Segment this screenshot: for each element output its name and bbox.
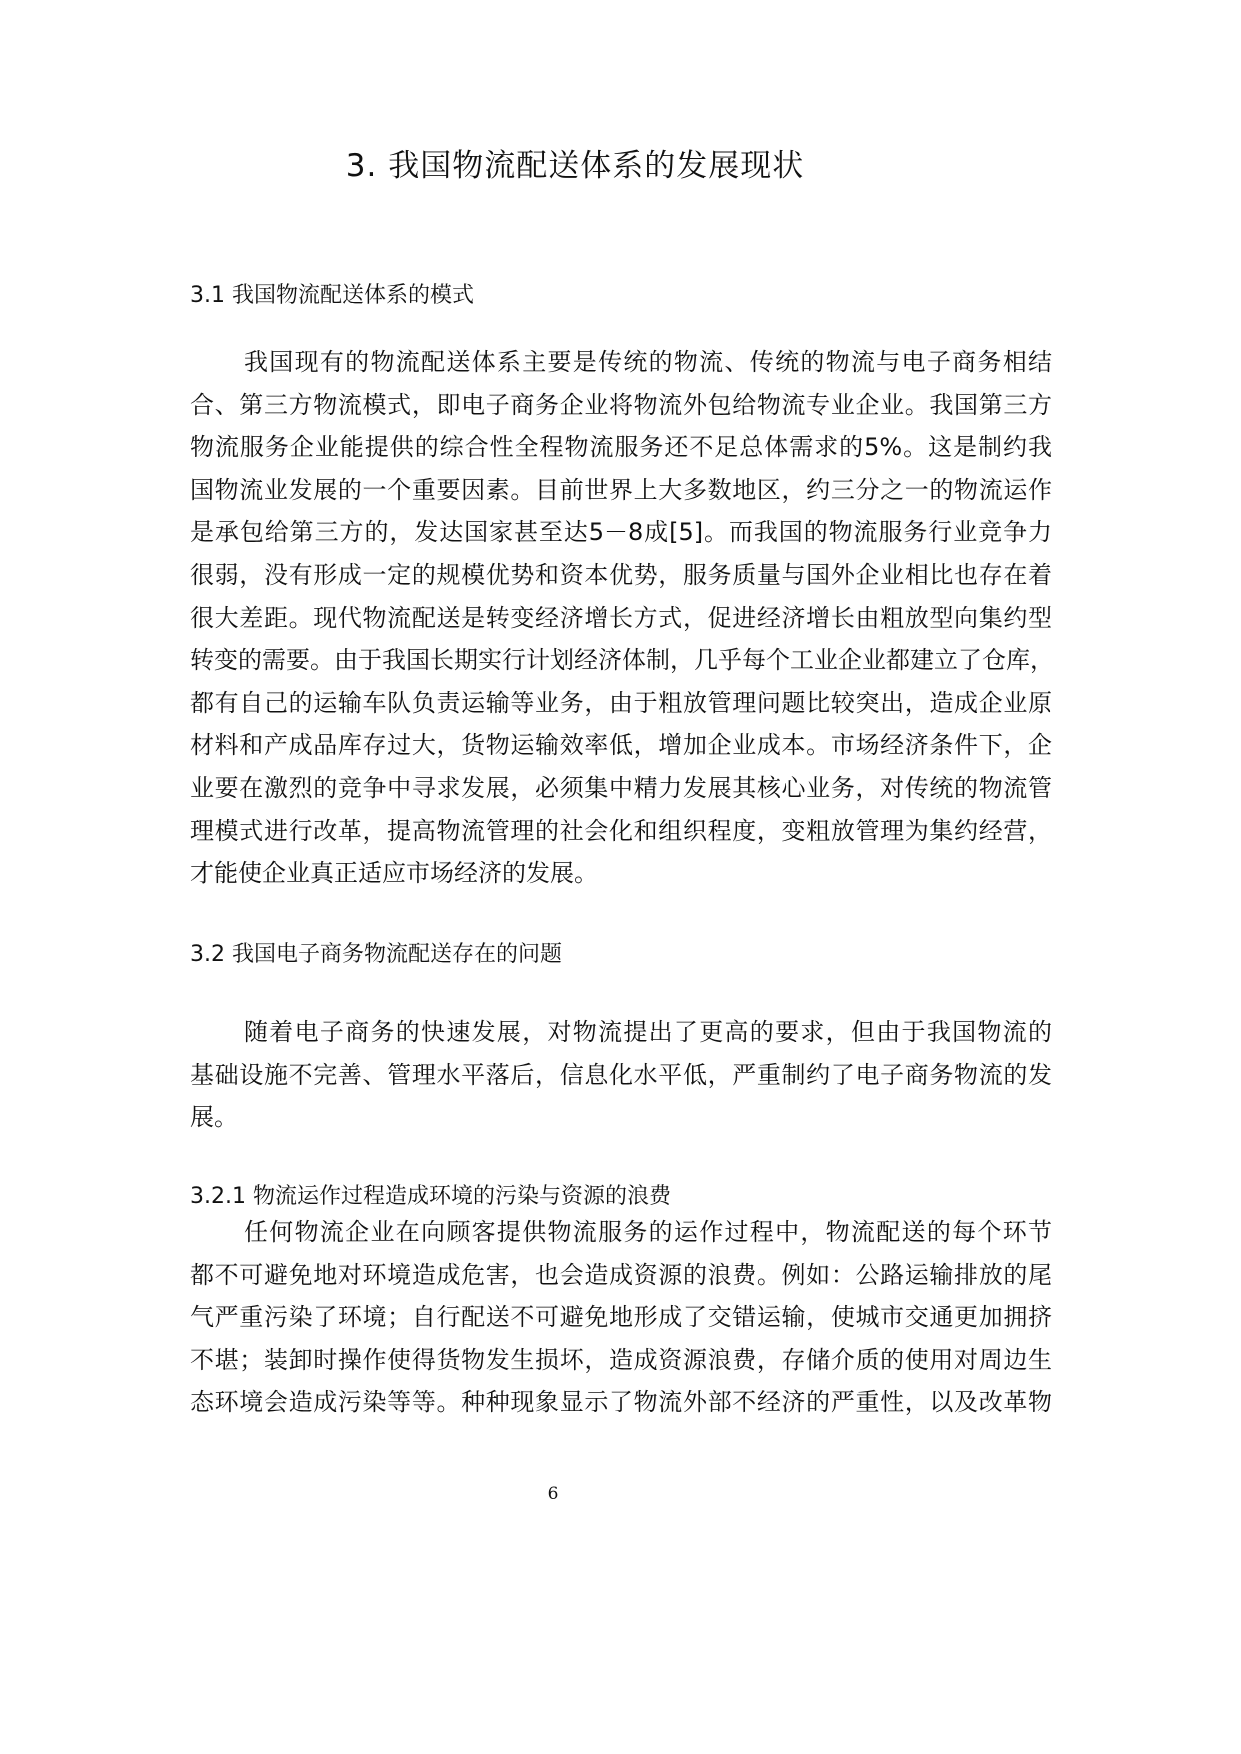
paragraph-line: 很大差距。现代物流配送是转变经济增长方式，促进经济增长由粗放型向集约型 (190, 603, 1052, 632)
section-3-1-body (190, 341, 1052, 895)
paragraph-line: 态环境会造成污染等等。种种现象显示了物流外部不经济的严重性，以及改革物 (190, 1388, 1052, 1417)
paragraph-line: 理模式进行改革，提高物流管理的社会化和组织程度，变粗放管理为集约经营， (190, 816, 1052, 845)
paragraph-line: 才能使企业真正适应市场经济的发展。 (190, 859, 598, 888)
chapter-title: 3. 我国物流配送体系的发展现状 (345, 148, 805, 184)
section-3-2-body (190, 1011, 1052, 1139)
section-heading-3-1: 3.1 我国物流配送体系的模式 (190, 283, 474, 308)
page-number: 6 (547, 1484, 559, 1504)
paragraph-line: 随着电子商务的快速发展，对物流提出了更高的要求，但由于我国物流的 (244, 1018, 1052, 1046)
paragraph-line: 很弱，没有形成一定的规模优势和资本优势，服务质量与国外企业相比也存在着 (190, 560, 1052, 589)
paragraph-line: 气严重污染了环境；自行配送不可避免地形成了交错运输，使城市交通更加拥挤 (190, 1303, 1052, 1332)
paragraph-line: 都有自己的运输车队负责运输等业务，由于粗放管理问题比较突出，造成企业原 (190, 688, 1052, 717)
section-heading-3-2: 3.2 我国电子商务物流配送存在的问题 (190, 942, 562, 967)
paragraph-line: 任何物流企业在向顾客提供物流服务的运作过程中，物流配送的每个环节 (244, 1218, 1052, 1246)
section-heading-3-2-1: 3.2.1 物流运作过程造成环境的污染与资源的浪费 (190, 1184, 671, 1209)
paragraph-line: 不堪；装卸时操作使得货物发生损坏，造成资源浪费，存储介质的使用对周边生 (190, 1345, 1052, 1374)
paragraph-line: 业要在激烈的竞争中寻求发展，必须集中精力发展其核心业务，对传统的物流管 (190, 773, 1052, 802)
paragraph-line: 转变的需要。由于我国长期实行计划经济体制，几乎每个工业企业都建立了仓库， (190, 646, 1054, 675)
paragraph-line: 基础设施不完善、管理水平落后，信息化水平低，严重制约了电子商务物流的发 (190, 1060, 1052, 1089)
paragraph-line: 物流服务企业能提供的综合性全程物流服务还不足总体需求的5%。这是制约我 (190, 433, 1052, 462)
paragraph-line: 合、第三方物流模式，即电子商务企业将物流外包给物流专业企业。我国第三方 (190, 390, 1052, 419)
paragraph-line: 都不可避免地对环境造成危害，也会造成资源的浪费。例如：公路运输排放的尾 (190, 1260, 1052, 1289)
paragraph-line: 我国现有的物流配送体系主要是传统的物流、传统的物流与电子商务相结 (244, 348, 1052, 376)
paragraph-line: 材料和产成品库存过大，货物运输效率低，增加企业成本。市场经济条件下，企 (190, 731, 1052, 760)
section-3-2-1-body (190, 1211, 1052, 1424)
paragraph-line: 国物流业发展的一个重要因素。目前世界上大多数地区，约三分之一的物流运作 (190, 475, 1052, 504)
paragraph-line: 展。 (190, 1103, 238, 1132)
paragraph-line: 是承包给第三方的，发达国家甚至达5－8成[5]。而我国的物流服务行业竞争力 (190, 518, 1052, 547)
